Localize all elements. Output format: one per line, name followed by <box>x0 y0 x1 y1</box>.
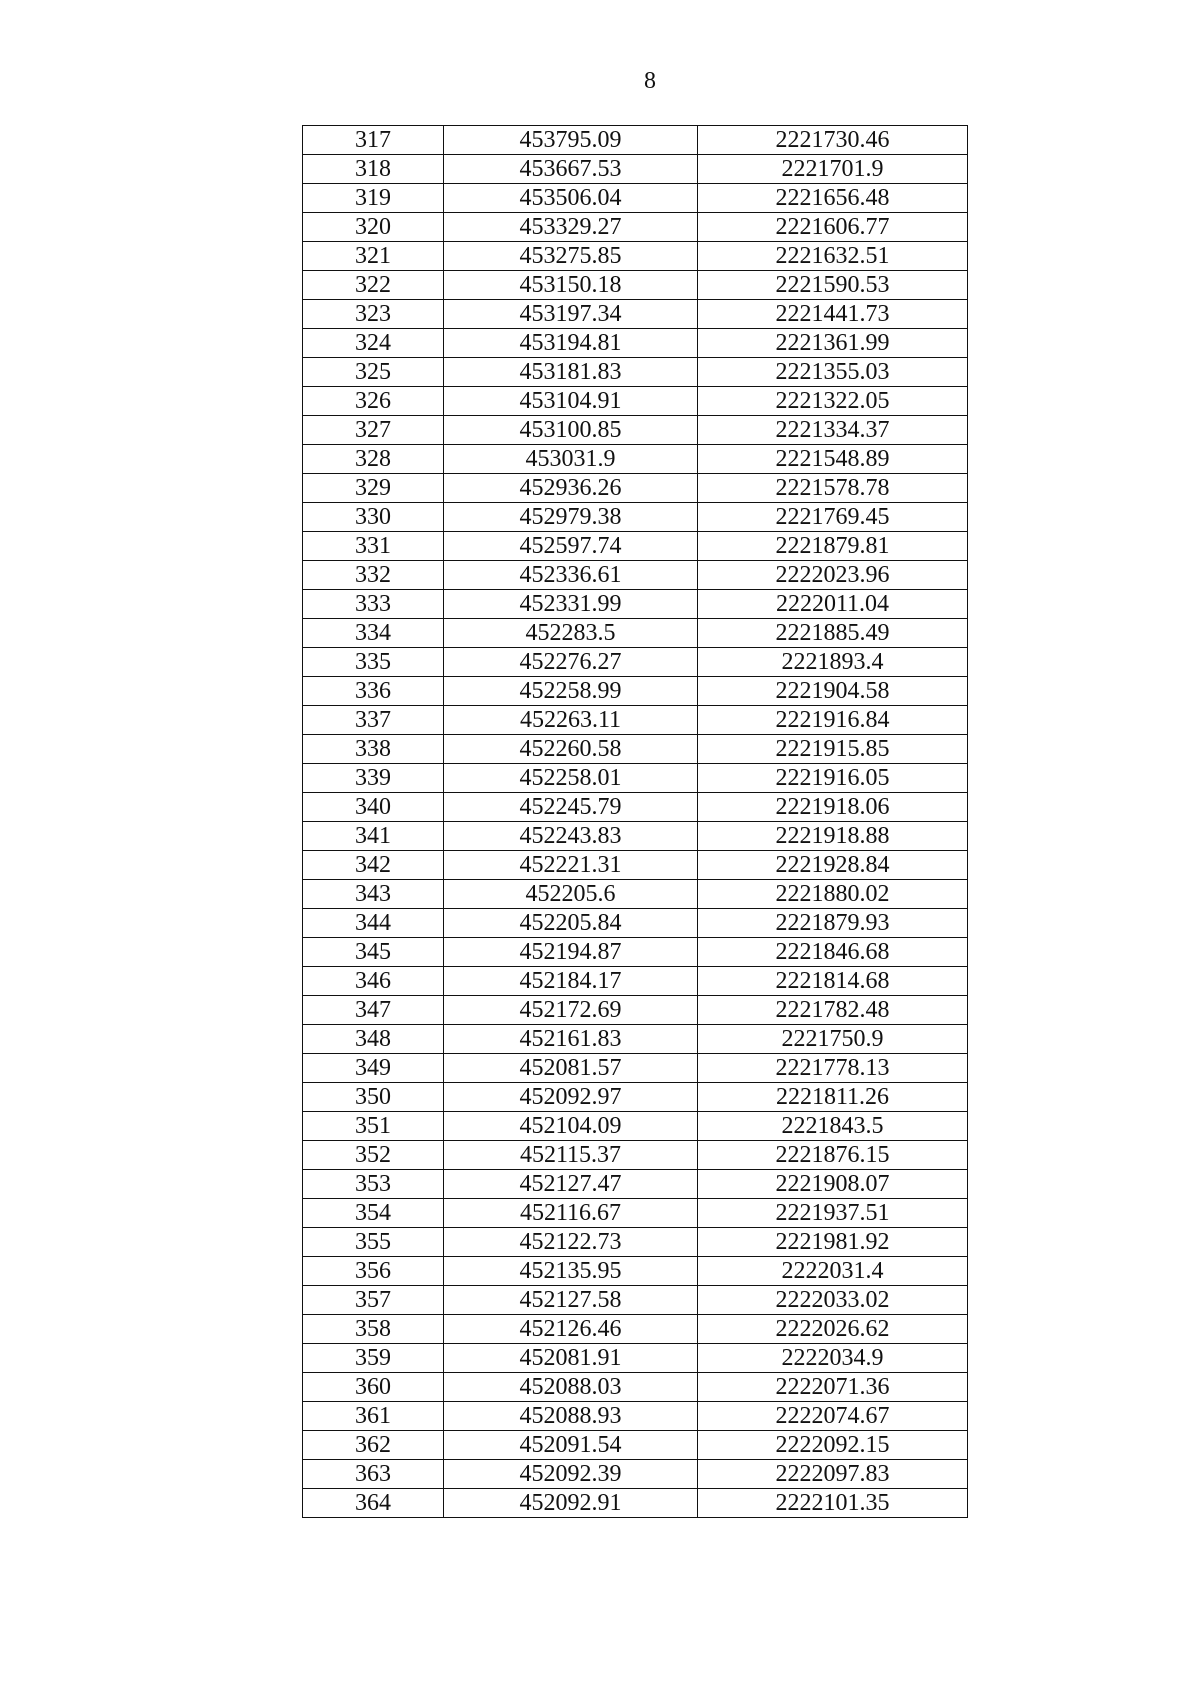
y-coordinate-cell: 2222101.35 <box>698 1489 968 1518</box>
y-coordinate-cell: 2222031.4 <box>698 1257 968 1286</box>
point-number-cell: 341 <box>303 822 444 851</box>
table-row <box>303 706 968 735</box>
x-coordinate-cell: 452245.79 <box>444 793 698 822</box>
y-coordinate-cell: 2221782.48 <box>698 996 968 1025</box>
x-coordinate-cell: 452194.87 <box>444 938 698 967</box>
point-number-cell: 353 <box>303 1170 444 1199</box>
point-number-cell: 340 <box>303 793 444 822</box>
point-number-cell: 352 <box>303 1141 444 1170</box>
x-coordinate-cell: 452336.61 <box>444 561 698 590</box>
point-number-cell: 322 <box>303 271 444 300</box>
x-coordinate-cell: 452104.09 <box>444 1112 698 1141</box>
x-coordinate-cell: 453194.81 <box>444 329 698 358</box>
y-coordinate-cell: 2221918.88 <box>698 822 968 851</box>
y-coordinate-cell: 2221879.93 <box>698 909 968 938</box>
point-number-cell: 361 <box>303 1402 444 1431</box>
y-coordinate-cell: 2221916.05 <box>698 764 968 793</box>
coordinates-table <box>302 125 968 1518</box>
y-coordinate-cell: 2222092.15 <box>698 1431 968 1460</box>
point-number-cell: 360 <box>303 1373 444 1402</box>
table-row <box>303 851 968 880</box>
table-row <box>303 387 968 416</box>
x-coordinate-cell: 452081.91 <box>444 1344 698 1373</box>
x-coordinate-cell: 452258.01 <box>444 764 698 793</box>
x-coordinate-cell: 453275.85 <box>444 242 698 271</box>
x-coordinate-cell: 452276.27 <box>444 648 698 677</box>
x-coordinate-cell: 453150.18 <box>444 271 698 300</box>
point-number-cell: 338 <box>303 735 444 764</box>
point-number-cell: 319 <box>303 184 444 213</box>
y-coordinate-cell: 2221916.84 <box>698 706 968 735</box>
table-row <box>303 1199 968 1228</box>
x-coordinate-cell: 452221.31 <box>444 851 698 880</box>
x-coordinate-cell: 452122.73 <box>444 1228 698 1257</box>
y-coordinate-cell: 2221908.07 <box>698 1170 968 1199</box>
y-coordinate-cell: 2221811.26 <box>698 1083 968 1112</box>
x-coordinate-cell: 453329.27 <box>444 213 698 242</box>
y-coordinate-cell: 2221334.37 <box>698 416 968 445</box>
table-row <box>303 1228 968 1257</box>
x-coordinate-cell: 452127.58 <box>444 1286 698 1315</box>
point-number-cell: 335 <box>303 648 444 677</box>
point-number-cell: 342 <box>303 851 444 880</box>
x-coordinate-cell: 452161.83 <box>444 1025 698 1054</box>
x-coordinate-cell: 453100.85 <box>444 416 698 445</box>
y-coordinate-cell: 2221981.92 <box>698 1228 968 1257</box>
x-coordinate-cell: 453104.91 <box>444 387 698 416</box>
x-coordinate-cell: 453795.09 <box>444 126 698 155</box>
table-row <box>303 561 968 590</box>
table-row <box>303 1489 968 1518</box>
table-row <box>303 793 968 822</box>
point-number-cell: 364 <box>303 1489 444 1518</box>
table-row <box>303 474 968 503</box>
x-coordinate-cell: 452092.97 <box>444 1083 698 1112</box>
point-number-cell: 359 <box>303 1344 444 1373</box>
y-coordinate-cell: 2221578.78 <box>698 474 968 503</box>
point-number-cell: 333 <box>303 590 444 619</box>
x-coordinate-cell: 452116.67 <box>444 1199 698 1228</box>
table-row <box>303 1170 968 1199</box>
y-coordinate-cell: 2222074.67 <box>698 1402 968 1431</box>
y-coordinate-cell: 2221915.85 <box>698 735 968 764</box>
y-coordinate-cell: 2221730.46 <box>698 126 968 155</box>
y-coordinate-cell: 2221590.53 <box>698 271 968 300</box>
x-coordinate-cell: 453506.04 <box>444 184 698 213</box>
point-number-cell: 337 <box>303 706 444 735</box>
table-row <box>303 503 968 532</box>
table-row <box>303 909 968 938</box>
y-coordinate-cell: 2221548.89 <box>698 445 968 474</box>
x-coordinate-cell: 452184.17 <box>444 967 698 996</box>
point-number-cell: 323 <box>303 300 444 329</box>
x-coordinate-cell: 452091.54 <box>444 1431 698 1460</box>
x-coordinate-cell: 452092.91 <box>444 1489 698 1518</box>
x-coordinate-cell: 452936.26 <box>444 474 698 503</box>
x-coordinate-cell: 452597.74 <box>444 532 698 561</box>
point-number-cell: 334 <box>303 619 444 648</box>
point-number-cell: 343 <box>303 880 444 909</box>
x-coordinate-cell: 452205.84 <box>444 909 698 938</box>
x-coordinate-cell: 452331.99 <box>444 590 698 619</box>
y-coordinate-cell: 2221928.84 <box>698 851 968 880</box>
point-number-cell: 329 <box>303 474 444 503</box>
table-row <box>303 938 968 967</box>
point-number-cell: 327 <box>303 416 444 445</box>
point-number-cell: 346 <box>303 967 444 996</box>
table-row <box>303 677 968 706</box>
coordinates-table-body <box>303 126 968 1518</box>
point-number-cell: 331 <box>303 532 444 561</box>
point-number-cell: 326 <box>303 387 444 416</box>
y-coordinate-cell: 2221656.48 <box>698 184 968 213</box>
y-coordinate-cell: 2222023.96 <box>698 561 968 590</box>
y-coordinate-cell: 2221880.02 <box>698 880 968 909</box>
table-row <box>303 1402 968 1431</box>
table-row <box>303 590 968 619</box>
y-coordinate-cell: 2221937.51 <box>698 1199 968 1228</box>
y-coordinate-cell: 2221361.99 <box>698 329 968 358</box>
table-row <box>303 300 968 329</box>
y-coordinate-cell: 2222071.36 <box>698 1373 968 1402</box>
table-row <box>303 184 968 213</box>
y-coordinate-cell: 2221843.5 <box>698 1112 968 1141</box>
y-coordinate-cell: 2221879.81 <box>698 532 968 561</box>
x-coordinate-cell: 452092.39 <box>444 1460 698 1489</box>
table-row <box>303 1315 968 1344</box>
y-coordinate-cell: 2221904.58 <box>698 677 968 706</box>
y-coordinate-cell: 2222011.04 <box>698 590 968 619</box>
x-coordinate-cell: 452088.93 <box>444 1402 698 1431</box>
table-row <box>303 155 968 184</box>
y-coordinate-cell: 2221322.05 <box>698 387 968 416</box>
table-row <box>303 1141 968 1170</box>
x-coordinate-cell: 452081.57 <box>444 1054 698 1083</box>
point-number-cell: 351 <box>303 1112 444 1141</box>
point-number-cell: 328 <box>303 445 444 474</box>
x-coordinate-cell: 452243.83 <box>444 822 698 851</box>
x-coordinate-cell: 452135.95 <box>444 1257 698 1286</box>
point-number-cell: 345 <box>303 938 444 967</box>
y-coordinate-cell: 2221769.45 <box>698 503 968 532</box>
y-coordinate-cell: 2221750.9 <box>698 1025 968 1054</box>
table-row <box>303 416 968 445</box>
table-row <box>303 967 968 996</box>
table-row <box>303 445 968 474</box>
table-row <box>303 1344 968 1373</box>
point-number-cell: 349 <box>303 1054 444 1083</box>
y-coordinate-cell: 2222026.62 <box>698 1315 968 1344</box>
point-number-cell: 324 <box>303 329 444 358</box>
point-number-cell: 320 <box>303 213 444 242</box>
table-row <box>303 1025 968 1054</box>
y-coordinate-cell: 2221876.15 <box>698 1141 968 1170</box>
table-row <box>303 1112 968 1141</box>
point-number-cell: 336 <box>303 677 444 706</box>
table-row <box>303 358 968 387</box>
y-coordinate-cell: 2221918.06 <box>698 793 968 822</box>
point-number-cell: 339 <box>303 764 444 793</box>
table-row <box>303 242 968 271</box>
point-number-cell: 363 <box>303 1460 444 1489</box>
table-row <box>303 532 968 561</box>
table-row <box>303 1083 968 1112</box>
y-coordinate-cell: 2222097.83 <box>698 1460 968 1489</box>
point-number-cell: 332 <box>303 561 444 590</box>
y-coordinate-cell: 2221606.77 <box>698 213 968 242</box>
table-row <box>303 880 968 909</box>
table-row <box>303 271 968 300</box>
y-coordinate-cell: 2222034.9 <box>698 1344 968 1373</box>
x-coordinate-cell: 453667.53 <box>444 155 698 184</box>
table-row <box>303 213 968 242</box>
x-coordinate-cell: 452260.58 <box>444 735 698 764</box>
point-number-cell: 358 <box>303 1315 444 1344</box>
table-row <box>303 329 968 358</box>
y-coordinate-cell: 2221632.51 <box>698 242 968 271</box>
point-number-cell: 347 <box>303 996 444 1025</box>
x-coordinate-cell: 453197.34 <box>444 300 698 329</box>
x-coordinate-cell: 452283.5 <box>444 619 698 648</box>
y-coordinate-cell: 2222033.02 <box>698 1286 968 1315</box>
point-number-cell: 357 <box>303 1286 444 1315</box>
point-number-cell: 350 <box>303 1083 444 1112</box>
point-number-cell: 348 <box>303 1025 444 1054</box>
y-coordinate-cell: 2221441.73 <box>698 300 968 329</box>
point-number-cell: 325 <box>303 358 444 387</box>
table-row <box>303 648 968 677</box>
table-row <box>303 822 968 851</box>
table-row <box>303 126 968 155</box>
point-number-cell: 344 <box>303 909 444 938</box>
x-coordinate-cell: 452205.6 <box>444 880 698 909</box>
table-row <box>303 619 968 648</box>
table-row <box>303 996 968 1025</box>
table-row <box>303 1286 968 1315</box>
table-row <box>303 1373 968 1402</box>
point-number-cell: 356 <box>303 1257 444 1286</box>
table-row <box>303 1054 968 1083</box>
point-number-cell: 317 <box>303 126 444 155</box>
point-number-cell: 355 <box>303 1228 444 1257</box>
point-number-cell: 321 <box>303 242 444 271</box>
x-coordinate-cell: 452979.38 <box>444 503 698 532</box>
x-coordinate-cell: 453181.83 <box>444 358 698 387</box>
y-coordinate-cell: 2221778.13 <box>698 1054 968 1083</box>
point-number-cell: 362 <box>303 1431 444 1460</box>
y-coordinate-cell: 2221893.4 <box>698 648 968 677</box>
x-coordinate-cell: 453031.9 <box>444 445 698 474</box>
table-row <box>303 1460 968 1489</box>
x-coordinate-cell: 452127.47 <box>444 1170 698 1199</box>
table-row <box>303 1257 968 1286</box>
point-number-cell: 354 <box>303 1199 444 1228</box>
y-coordinate-cell: 2221701.9 <box>698 155 968 184</box>
point-number-cell: 318 <box>303 155 444 184</box>
table-row <box>303 735 968 764</box>
y-coordinate-cell: 2221814.68 <box>698 967 968 996</box>
x-coordinate-cell: 452263.11 <box>444 706 698 735</box>
y-coordinate-cell: 2221355.03 <box>698 358 968 387</box>
page-number: 8 <box>644 68 656 94</box>
point-number-cell: 330 <box>303 503 444 532</box>
x-coordinate-cell: 452115.37 <box>444 1141 698 1170</box>
x-coordinate-cell: 452088.03 <box>444 1373 698 1402</box>
x-coordinate-cell: 452126.46 <box>444 1315 698 1344</box>
x-coordinate-cell: 452258.99 <box>444 677 698 706</box>
y-coordinate-cell: 2221885.49 <box>698 619 968 648</box>
table-row <box>303 764 968 793</box>
x-coordinate-cell: 452172.69 <box>444 996 698 1025</box>
table-row <box>303 1431 968 1460</box>
y-coordinate-cell: 2221846.68 <box>698 938 968 967</box>
